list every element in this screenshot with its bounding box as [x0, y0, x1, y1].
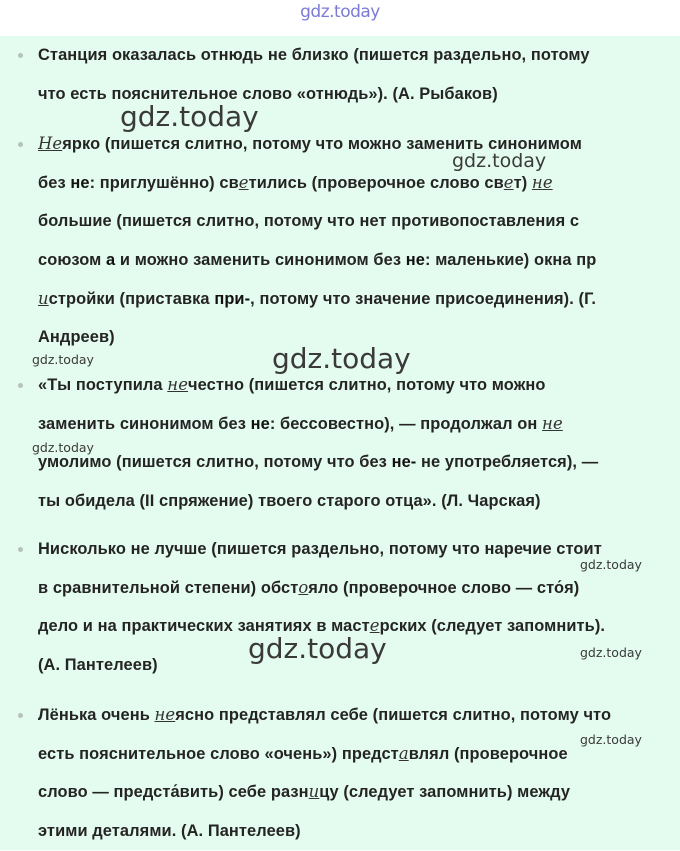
sentence-item	[38, 366, 678, 521]
text-segment: честно (пишется слитно, потому что можно	[188, 376, 546, 394]
bold-particle: не	[250, 414, 270, 433]
text-line	[38, 773, 678, 812]
sentence-item	[38, 696, 678, 851]
bullet-icon	[18, 713, 23, 718]
highlighted-letters: е	[369, 616, 380, 636]
text-segment: стройки (приставка	[48, 289, 215, 308]
text-segment: : приглушённо) св	[89, 173, 239, 192]
text-segment: яло (проверочное слово — сто́я)	[308, 578, 580, 597]
text-line	[38, 696, 678, 735]
text-segment: Андреев)	[38, 328, 115, 347]
text-segment: не употребляется), —	[416, 453, 599, 472]
highlighted-letters: не	[531, 172, 553, 192]
text-line	[38, 202, 678, 241]
text-segment: в сравнительной степени) обст	[38, 578, 299, 597]
text-line	[38, 125, 678, 164]
watermark: gdz.today	[32, 352, 94, 367]
highlighted-letters: е	[238, 172, 249, 192]
text-line	[38, 164, 678, 203]
highlighted-letters: Не	[38, 134, 63, 153]
text-segment: большие (пишется слитно, потому что нет противопоставления с	[38, 212, 580, 231]
text-segment: рских (следует запомнить).	[379, 617, 606, 636]
text-segment: цу (следует запомнить) между	[319, 783, 571, 802]
text-segment: этими деталями. (А. Пантелеев)	[38, 822, 301, 841]
bold-particle: не	[405, 251, 425, 270]
text-segment: слово — предста́вить) себе разн	[38, 783, 309, 802]
text-segment: Станция оказалась отнюдь не близко (пишется раздельно, потому	[38, 46, 590, 64]
text-line	[38, 405, 678, 444]
bold-particle: не-	[391, 453, 417, 472]
text-segment: тились (проверочное слово св	[248, 173, 504, 192]
text-segment: т)	[513, 173, 532, 192]
text-segment: есть пояснительное слово «очень») предст	[38, 744, 399, 763]
text-segment: Лёнька очень	[38, 706, 155, 724]
highlighted-letters: не	[154, 705, 176, 724]
answer-panel	[0, 36, 680, 850]
watermark: gdz.today	[32, 440, 94, 455]
text-line	[38, 318, 678, 357]
text-line	[38, 735, 678, 774]
text-line	[38, 569, 678, 608]
text-segment: ты обидела (II спряжение) твоего старого отца». (Л. Чарская)	[38, 492, 541, 511]
highlighted-letters: е	[503, 172, 514, 192]
text-line	[38, 36, 678, 75]
text-segment: дело и на практических занятиях в маст	[38, 617, 370, 636]
text-segment: : маленькие) окна пр	[424, 251, 597, 270]
highlighted-letters: и	[308, 782, 320, 802]
text-line	[38, 443, 678, 482]
text-segment: «Ты поступила	[38, 376, 168, 394]
text-segment: умолимо (пишется слитно, потому что без	[38, 453, 392, 472]
text-line	[38, 280, 678, 319]
sentence-item	[38, 36, 678, 113]
text-line	[38, 241, 678, 280]
text-line	[38, 607, 678, 646]
text-segment: союзом	[38, 251, 107, 270]
text-segment: что есть пояснительное слово «отнюдь»). (А. Рыбаков)	[38, 84, 498, 103]
text-segment: Нисколько не лучше (пишется раздельно, потому что наречие стоит	[38, 540, 602, 558]
sentence-item	[38, 530, 678, 685]
text-line	[38, 646, 678, 685]
watermark: gdz.today	[580, 645, 642, 660]
bold-particle: при-	[214, 289, 251, 308]
highlighted-letters: не	[542, 413, 563, 433]
highlighted-letters: о	[298, 577, 309, 597]
text-line	[38, 530, 678, 569]
bold-particle: не	[70, 173, 90, 192]
watermark: gdz.today	[272, 342, 411, 375]
text-line	[38, 75, 678, 114]
text-segment: (А. Пантелеев)	[38, 656, 158, 675]
text-segment: ясно представлял себе (пишется слитно, потому что	[175, 706, 612, 724]
bullet-icon	[18, 53, 23, 58]
text-segment: : бессовестно), — продолжал он	[269, 414, 543, 433]
bullet-icon	[18, 142, 23, 147]
bullet-icon	[18, 383, 23, 388]
watermark: gdz.today	[580, 557, 642, 572]
highlighted-letters: а	[398, 743, 409, 763]
bullet-icon	[18, 547, 23, 552]
sentence-item	[38, 125, 678, 357]
text-line	[38, 812, 678, 851]
highlighted-letters: и	[38, 288, 49, 308]
text-segment: заменить синонимом без	[38, 414, 251, 433]
watermark: gdz.today	[120, 100, 259, 133]
watermark: gdz.today	[580, 732, 642, 747]
bold-particle: а	[106, 251, 116, 270]
watermark: gdz.today	[248, 632, 387, 665]
site-logo[interactable]: gdz.today	[300, 2, 380, 22]
text-segment: и можно заменить синонимом без	[115, 251, 406, 270]
highlighted-letters: не	[167, 375, 188, 394]
watermark: gdz.today	[452, 150, 547, 172]
text-segment: без	[38, 173, 71, 192]
text-line	[38, 482, 678, 521]
text-segment: ярко (пишется слитно, потому что можно заменить синонимом	[62, 135, 582, 153]
text-line	[38, 366, 678, 405]
text-segment: влял (проверочное	[408, 744, 568, 763]
text-segment: , потому что значение присоединения). (Г.	[250, 289, 597, 308]
